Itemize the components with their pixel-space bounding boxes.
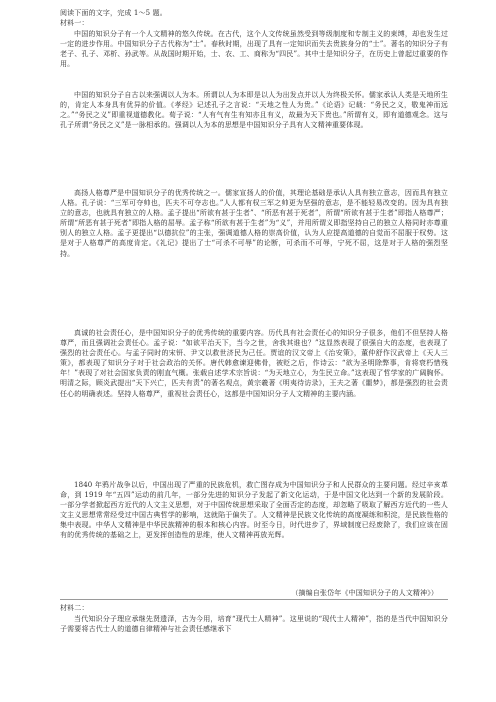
- material-one-label: 材料一：: [60, 19, 89, 27]
- paragraph-4-text: 真诚的社会责任心，是中国知识分子的优秀传统的重要内容。历代具有社会责任心的知识分子很多，他们不但坚持人格尊严，而且强调社会责任心。孟子说：“如欲平治天下，当今之世，舍我其谁也？”这显然表现了很强自大的态度，也表现了强烈的社会责任心。与孟子同时的宋钘、尹文以救世济民为己任。贾谊的汉文帝上《治安策》，董仲舒作汉武帝上《天人三策》，都表现了知识分子对于社会政治的关怀。唐代韩愈谏迎佛骨，被贬之后，作诗云：“欲为圣明除弊事，肯将衰朽惜残年！”表现了对社会国家负责的刚直气概。张载自述学术宗旨说：“为天地立心，为生民立命。”这表现了哲学家的广阔胸怀。明清之际，顾炎武提出“天下兴亡，匹夫有责”的著名观点，黄宗羲著《明夷待访录》，王夫之著《噩梦》，都是强烈的社会责任心的明确表述。坚持人格尊严，重视社会责任心，这都是中国知识分子人文精神的主要内涵。: [60, 329, 448, 398]
- instruction-text: 阅读下面的文字，完成 1～5 题。: [60, 9, 167, 17]
- paragraph-1-text: 中国的知识分子有一个人文精神的悠久传统。在古代，这个人文传统虽然受到等级制度和专制主义的束缚，却也发生过一定的进步作用。中国知识分子古代称为“士”。春秋时期，出现了具有一定知识而失去贵族身分的“士”。著名的知识分子有老子、孔子、邓析、孙武等。从战国时期开始，士、农、工、商称为“四民”。其中士是知识分子，在历史上曾起过重要的作用。: [60, 30, 448, 69]
- paragraph-2: [60, 90, 448, 130]
- paragraph-6: [60, 614, 448, 634]
- document-page: [60, 0, 448, 702]
- citation-source: （摘编自张岱年《中国知识分子的人文精神》）: [291, 589, 438, 597]
- material-two-label: 材料二：: [60, 604, 89, 612]
- paragraph-5: [60, 480, 448, 541]
- paragraph-5-text: 1840 年鸦片战争以后，中国出现了严重的民族危机，救亡图存成为中国知识分子和人民群众的主要问题。经过辛亥革命，到 1919 年“五四”运动的前几年，一部分先进的知识分子发起了新文化运动，于是中国文化达到一个新的发展阶段。一部分学者掀起西方近代的人文主义思想，对于中国传统思想采取了全面否定的态度，却忽略了吸取了解西方近代的一些人文主义思想常常经受过中国古典哲学的影响，这就陷于偏失了。人文精神是民族文化传统的高度凝练和积淀，是民族性格的集中表现。中华人文精神是中华民族精神的根本和核心内容。时至今日，时代进步了，界域制度已经废除了，我们应该在固有的优秀传统的基础之上，更发挥创造性的思维，使人文精神再放光辉。: [60, 481, 448, 540]
- paragraph-6-text: 当代知识分子理应承继先贤遗泽，古为今用，培育“现代士人精神”。这里说的“现代士人精神”，指的是当代中国知识分子需要将古代士人的道德自律精神与社会责任感继承下: [60, 615, 448, 634]
- paragraph-3-text: 高扬人格尊严是中国知识分子的优秀传统之一。儒家宣扬人的价值，其理论基础是承认人具有独立意志，因而具有独立人格。孔子说：“三军可夺帅也，匹夫不可夺志也。”人人都有权三军之帅更为坚强的意志，是不能轻易改变的。因为具有独立的意志，也就具有独立的人格。孟子提出“所欲有甚于生者”、“所恶有甚于死者”，所谓“所欲有甚于生者”即指人格尊严；所谓“所恶有甚于死者”即指人格的屈辱。孟子称“所欲有甚于生者”为“义”，并用所谓义即指坚持自己的独立人格同时亦尊重别人的独立人格。孟子更提出“以德抗位”的主张，强调道德人格的崇高价值，认为人应提高道德的自觉而不屈服于权势。这是对于人格尊严的高度肯定。《礼记》提出了士“可杀不可辱”的论断，可杀而不可辱，宁死不屈，这是对于人格的强烈坚持。: [60, 189, 448, 258]
- paragraph-1: [60, 29, 448, 69]
- paragraph-3: [60, 188, 448, 259]
- paragraph-4: [60, 328, 448, 399]
- paragraph-2-text: 中国的知识分子自古以来强调以人为本。所谓以人为本即是以人为出发点并以人为终极关怀。儒家承认人类是天地所生的，肯定人本身具有优异的价值。《孝经》记述孔子之言说：“天地之性人为贵。”《论语》记载：“务民之义，敬鬼神而远之。”“务民之义”即重视道德教化。荀子说：“人有气有生有知亦且有义，故最为天下贵也。”所谓有义，即有道德观念。这与孔子所谓“务民之义”是一脉相承的。强调以人为本的思想是中国知识分子具有人文精神重要体现。: [60, 91, 448, 130]
- divider-line: [60, 599, 448, 600]
